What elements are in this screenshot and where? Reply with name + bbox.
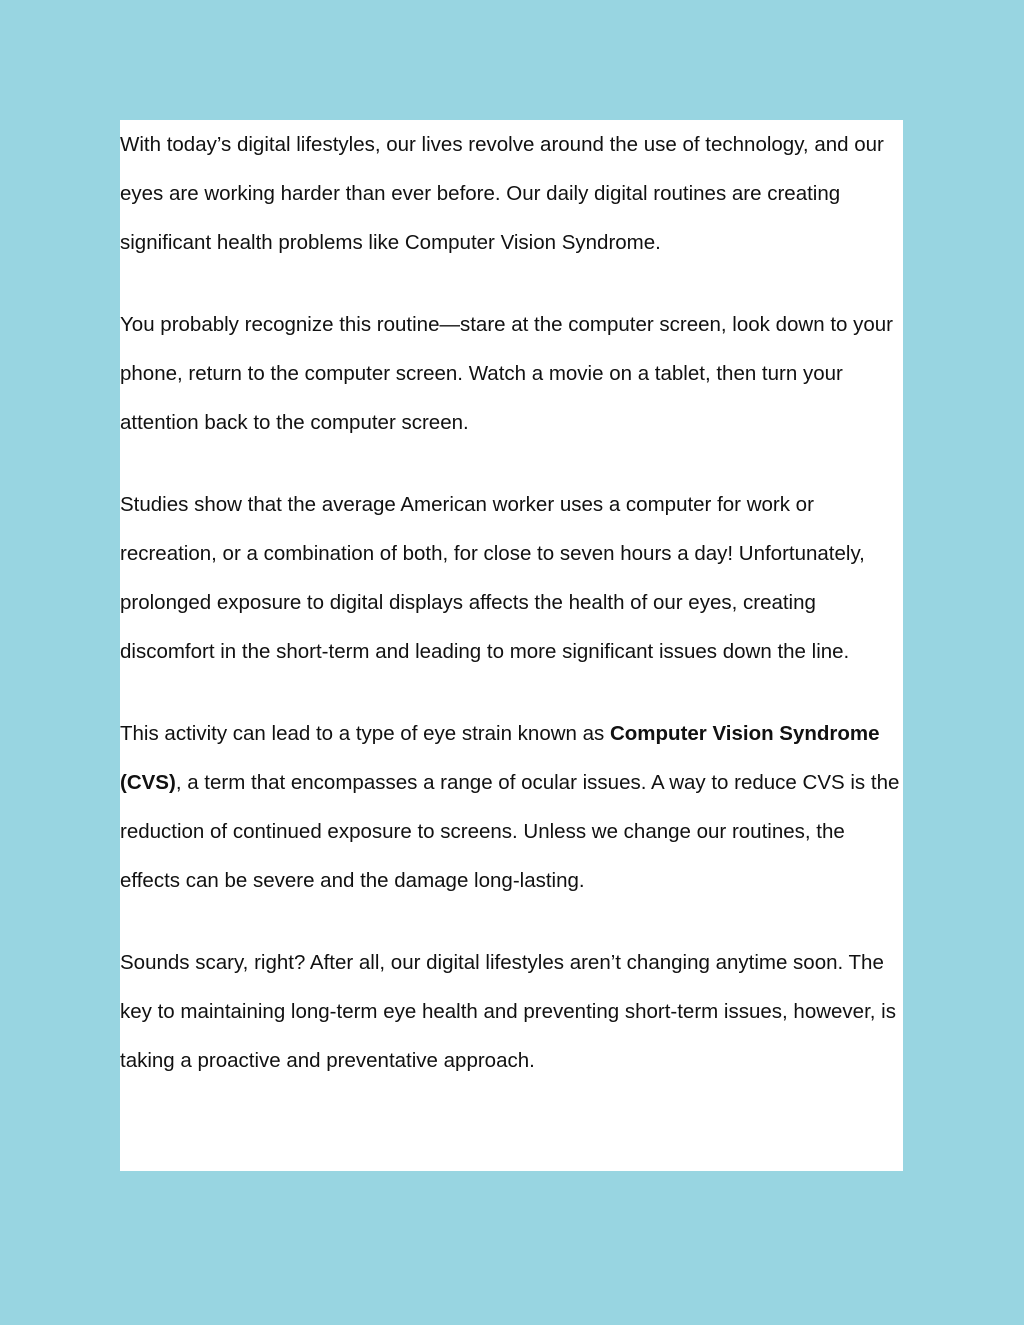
paragraph-cvs-rest: , a term that encompasses a range of ocular issues. A way to reduce CVS is the reduction of continued exposure to screens. Unless we change our routines, the effects can be severe and the damage long-lasting. (120, 771, 900, 892)
paragraph-studies: Studies show that the average American worker uses a computer for work or recreation, or a combination of both, for close to seven hours a day! Unfortunately, prolonged exposure to digital displays affects the health of our eyes, creating discomfort in the short-term and leading to more significant issues down the line. (120, 493, 865, 663)
paragraph-routine: You probably recognize this routine—stare at the computer screen, look down to your phone, return to the computer screen. Watch a movie on a tablet, then turn your attention back to the computer screen. (120, 313, 893, 434)
paragraph-intro: With today’s digital lifestyles, our lives revolve around the use of technology, and our eyes are working harder than ever before. Our daily digital routines are creating significant health problems like Computer Vision Syndrome. (120, 133, 884, 254)
cvs-term-bold: Computer Vision Syndrome (CVS) (120, 722, 880, 794)
paragraph-cvs (120, 709, 903, 905)
paragraph-approach: Sounds scary, right? After all, our digital lifestyles aren’t changing anytime soon. The key to maintaining long-term eye health and preventing short-term issues, however, is taking a proactive and preventative approach. (120, 951, 896, 1072)
paragraph-cvs-intro: This activity can lead to a type of eye strain known as (120, 722, 610, 745)
document-page (120, 120, 903, 1171)
